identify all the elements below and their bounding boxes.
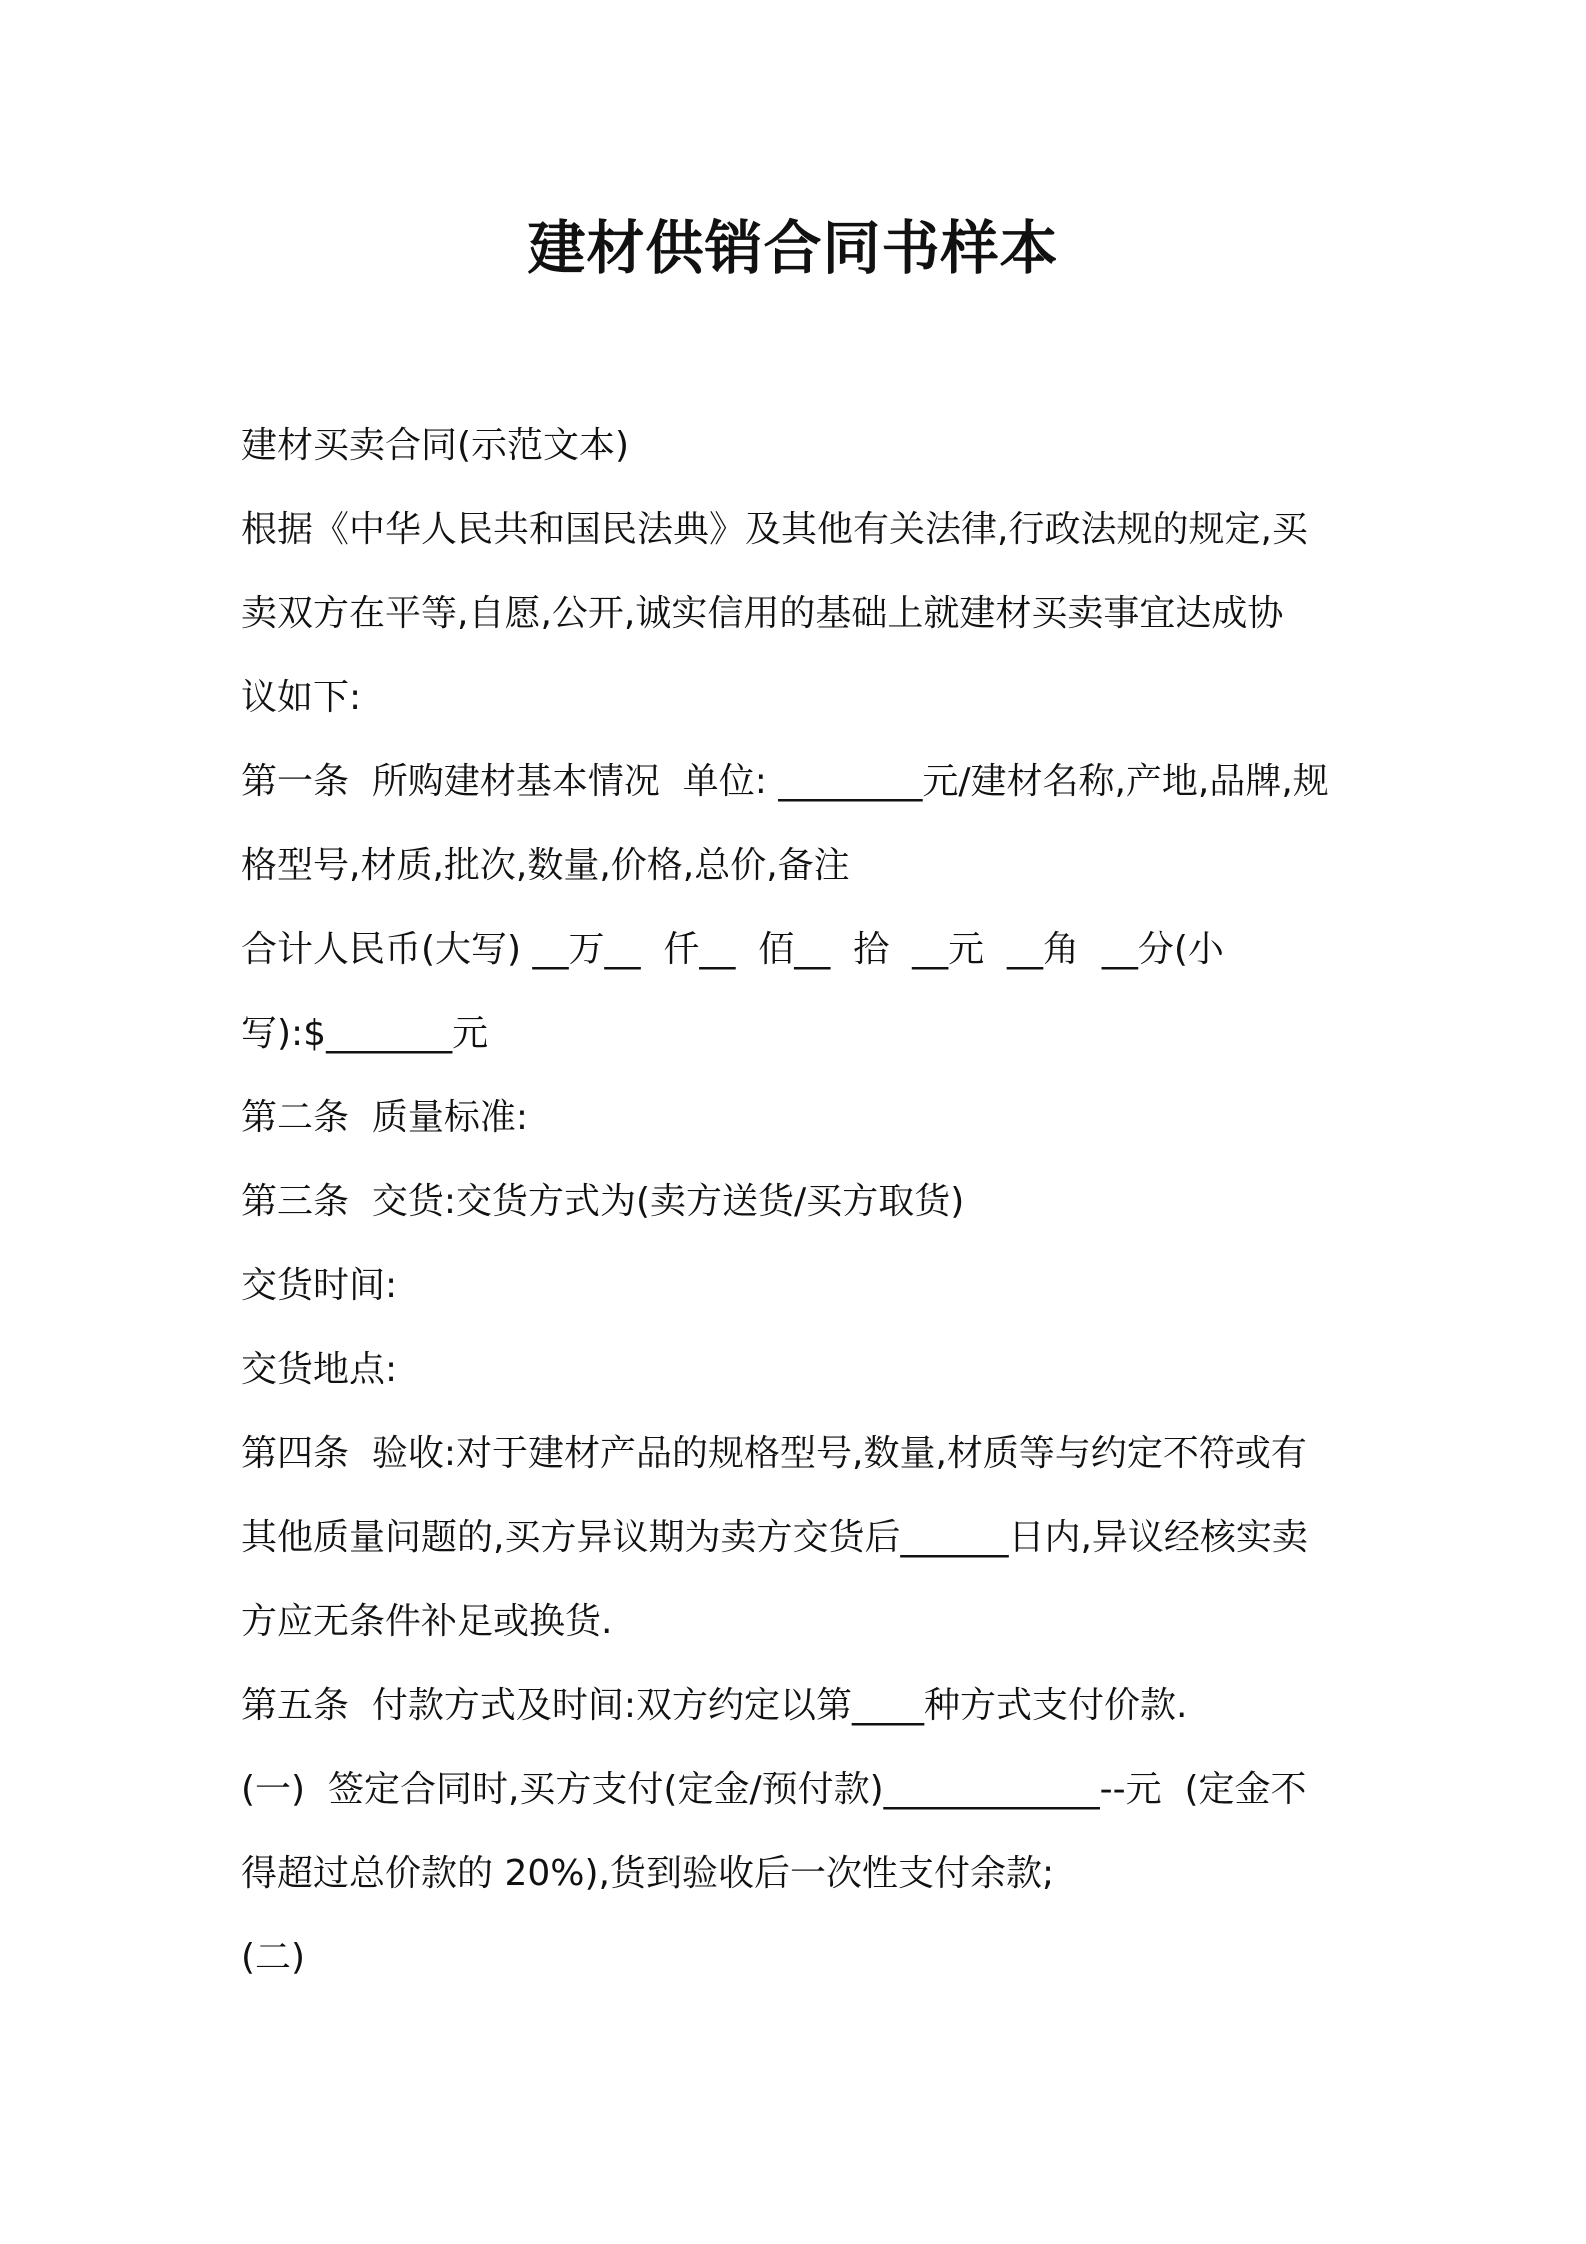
paragraph-line: 第五条 付款方式及时间:双方约定以第____种方式支付价款.: [241, 1685, 1188, 1726]
paragraph-line: 第二条 质量标准:: [241, 1097, 529, 1138]
paragraph-line: 格型号,材质,批次,数量,价格,总价,备注: [241, 845, 850, 886]
paragraph-line: 第三条 交货:交货方式为(卖方送货/买方取货): [241, 1181, 965, 1222]
paragraph-line: 建材买卖合同(示范文本): [241, 425, 630, 466]
paragraph-line: 第一条 所购建材基本情况 单位: ________元/建材名称,产地,品牌,规: [241, 761, 1329, 802]
document-title: 建材供销合同书样本: [527, 214, 1059, 282]
paragraph-line: (二): [241, 1937, 306, 1978]
paragraph-line: 得超过总价款的 20%),货到验收后一次性支付余款;: [241, 1853, 1055, 1894]
paragraph-line: (一) 签定合同时,买方支付(定金/预付款)____________--元 (定金不: [241, 1769, 1307, 1810]
paragraph-line: 第四条 验收:对于建材产品的规格型号,数量,材质等与约定不符或有: [241, 1433, 1307, 1474]
paragraph-line: 根据《中华人民共和国民法典》及其他有关法律,行政法规的规定,买: [241, 509, 1308, 550]
paragraph-line: 交货时间:: [241, 1265, 398, 1306]
paragraph-line: 写):$_______元: [241, 1013, 489, 1054]
paragraph-line: 合计人民币(大写) __万__ 仟__ 佰__ 拾 __元 __角 __分(小: [241, 929, 1224, 970]
paragraph-line: 交货地点:: [241, 1349, 398, 1390]
paragraph-line: 议如下:: [241, 677, 362, 718]
paragraph-line: 其他质量问题的,买方异议期为卖方交货后______日内,异议经核实卖: [241, 1517, 1308, 1558]
paragraph-line: 方应无条件补足或换货.: [241, 1601, 613, 1642]
paragraph-line: 卖双方在平等,自愿,公开,诚实信用的基础上就建材买卖事宜达成协: [241, 593, 1284, 634]
document-body: [241, 404, 1351, 2000]
